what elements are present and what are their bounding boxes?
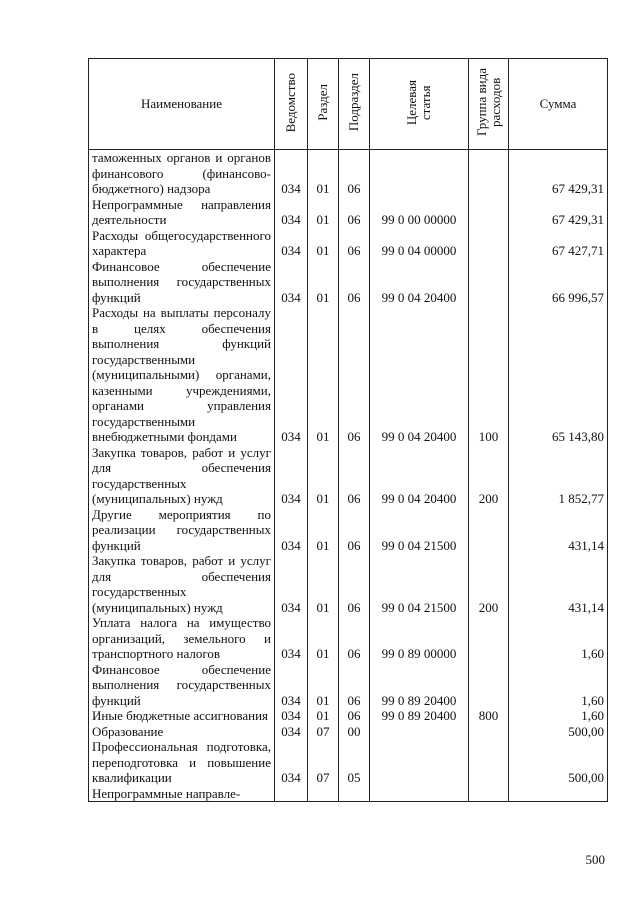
header-summa: Сумма xyxy=(509,59,608,150)
cell-podrazdel: 06 xyxy=(339,445,370,507)
table-row xyxy=(89,305,608,445)
cell-razdel: 07 xyxy=(308,724,339,740)
cell-name: Расходы на выплаты персоналу в целях обеспечения выполнения функций государственными (муниципальными) органами, казенными учреждениями, органами управления государственными внебюджетными фондами xyxy=(89,305,275,445)
cell-razdel: 01 xyxy=(308,197,339,228)
header-podrazdel xyxy=(339,59,370,150)
cell-vedomstvo: 034 xyxy=(275,662,308,709)
cell-tselevaya-statya: 99 0 00 00000 xyxy=(370,197,469,228)
cell-razdel xyxy=(308,786,339,802)
cell-summa: 500,00 xyxy=(509,739,608,786)
header-name: Наименование xyxy=(89,59,275,150)
cell-name: Финансовое обеспечение выполнения государственных функций xyxy=(89,662,275,709)
header-vedomstvo xyxy=(275,59,308,150)
cell-vedomstvo: 034 xyxy=(275,615,308,662)
cell-razdel: 01 xyxy=(308,259,339,306)
cell-name: таможенных органов и органов финансового (финансово-бюджетного) надзора xyxy=(89,150,275,197)
table-row xyxy=(89,197,608,228)
cell-tselevaya-statya xyxy=(370,786,469,802)
cell-razdel: 01 xyxy=(308,150,339,197)
table-row xyxy=(89,739,608,786)
cell-summa: 1,60 xyxy=(509,708,608,724)
cell-summa: 431,14 xyxy=(509,507,608,554)
cell-summa: 67 429,31 xyxy=(509,197,608,228)
cell-name: Образование xyxy=(89,724,275,740)
cell-summa: 1,60 xyxy=(509,615,608,662)
cell-name: Профессиональная подготовка, переподготовка и повышение квалификации xyxy=(89,739,275,786)
cell-gruppa-vida xyxy=(469,259,509,306)
cell-razdel: 01 xyxy=(308,662,339,709)
cell-podrazdel: 06 xyxy=(339,228,370,259)
cell-name: Закупка товаров, работ и услуг для обеспечения государственных (муниципальных) нужд xyxy=(89,553,275,615)
cell-tselevaya-statya: 99 0 04 20400 xyxy=(370,305,469,445)
cell-vedomstvo: 034 xyxy=(275,507,308,554)
cell-tselevaya-statya xyxy=(370,150,469,197)
table-row xyxy=(89,445,608,507)
cell-vedomstvo: 034 xyxy=(275,724,308,740)
cell-tselevaya-statya xyxy=(370,739,469,786)
header-razdel xyxy=(308,59,339,150)
header-gruppa-label: Группа вида расходов xyxy=(473,68,503,137)
cell-vedomstvo: 034 xyxy=(275,228,308,259)
header-vedomstvo-label: Ведомство xyxy=(283,72,298,132)
cell-gruppa-vida xyxy=(469,228,509,259)
table-body xyxy=(89,150,608,802)
cell-podrazdel: 06 xyxy=(339,553,370,615)
cell-razdel: 07 xyxy=(308,739,339,786)
header-tselevaya xyxy=(370,59,469,150)
cell-podrazdel: 06 xyxy=(339,507,370,554)
header-gruppa xyxy=(469,59,509,150)
cell-podrazdel: 06 xyxy=(339,150,370,197)
cell-podrazdel: 06 xyxy=(339,305,370,445)
cell-summa: 66 996,57 xyxy=(509,259,608,306)
cell-gruppa-vida xyxy=(469,615,509,662)
cell-name: Закупка товаров, работ и услуг для обеспечения государственных (муниципальных) нужд xyxy=(89,445,275,507)
cell-vedomstvo: 034 xyxy=(275,150,308,197)
cell-razdel: 01 xyxy=(308,507,339,554)
cell-podrazdel: 06 xyxy=(339,197,370,228)
cell-vedomstvo: 034 xyxy=(275,259,308,306)
header-tselevaya-label: Целевая статья xyxy=(404,79,433,125)
cell-tselevaya-statya: 99 0 04 20400 xyxy=(370,445,469,507)
cell-tselevaya-statya: 99 0 04 21500 xyxy=(370,553,469,615)
cell-gruppa-vida xyxy=(469,786,509,802)
table-row xyxy=(89,507,608,554)
cell-tselevaya-statya xyxy=(370,724,469,740)
cell-vedomstvo: 034 xyxy=(275,305,308,445)
cell-podrazdel: 06 xyxy=(339,615,370,662)
cell-razdel: 01 xyxy=(308,553,339,615)
cell-vedomstvo: 034 xyxy=(275,445,308,507)
cell-gruppa-vida: 200 xyxy=(469,553,509,615)
cell-name: Непрограммные направления деятельности xyxy=(89,197,275,228)
cell-gruppa-vida xyxy=(469,150,509,197)
table-row xyxy=(89,662,608,709)
table-row xyxy=(89,259,608,306)
table-header-row xyxy=(89,59,608,150)
cell-gruppa-vida: 200 xyxy=(469,445,509,507)
cell-summa: 1 852,77 xyxy=(509,445,608,507)
header-razdel-label: Раздел xyxy=(315,83,330,121)
cell-podrazdel: 00 xyxy=(339,724,370,740)
cell-vedomstvo: 034 xyxy=(275,708,308,724)
table-row xyxy=(89,150,608,197)
cell-summa: 67 429,31 xyxy=(509,150,608,197)
cell-podrazdel: 06 xyxy=(339,708,370,724)
cell-name: Иные бюджетные ассигнования xyxy=(89,708,275,724)
cell-gruppa-vida xyxy=(469,507,509,554)
cell-summa xyxy=(509,786,608,802)
cell-summa: 67 427,71 xyxy=(509,228,608,259)
cell-razdel: 01 xyxy=(308,305,339,445)
table-row xyxy=(89,708,608,724)
cell-gruppa-vida xyxy=(469,662,509,709)
cell-vedomstvo: 034 xyxy=(275,739,308,786)
header-podrazdel-label: Подраздел xyxy=(346,73,361,132)
cell-tselevaya-statya: 99 0 89 20400 xyxy=(370,662,469,709)
cell-summa: 431,14 xyxy=(509,553,608,615)
page-number: 500 xyxy=(585,852,605,867)
cell-tselevaya-statya: 99 0 04 20400 xyxy=(370,259,469,306)
cell-name: Финансовое обеспечение выполнения государственных функций xyxy=(89,259,275,306)
cell-summa: 65 143,80 xyxy=(509,305,608,445)
cell-vedomstvo: 034 xyxy=(275,553,308,615)
cell-vedomstvo: 034 xyxy=(275,197,308,228)
table-row xyxy=(89,553,608,615)
cell-name: Уплата налога на имущество организаций, земельного и транспортного налогов xyxy=(89,615,275,662)
cell-tselevaya-statya: 99 0 04 00000 xyxy=(370,228,469,259)
cell-name: Непрограммные направле- xyxy=(89,786,275,802)
cell-tselevaya-statya: 99 0 89 00000 xyxy=(370,615,469,662)
cell-razdel: 01 xyxy=(308,708,339,724)
table-row xyxy=(89,786,608,802)
cell-tselevaya-statya: 99 0 89 20400 xyxy=(370,708,469,724)
cell-name: Другие мероприятия по реализации государственных функций xyxy=(89,507,275,554)
cell-gruppa-vida xyxy=(469,739,509,786)
cell-razdel: 01 xyxy=(308,228,339,259)
table-row xyxy=(89,615,608,662)
cell-gruppa-vida xyxy=(469,724,509,740)
cell-summa: 500,00 xyxy=(509,724,608,740)
cell-summa: 1,60 xyxy=(509,662,608,709)
cell-tselevaya-statya: 99 0 04 21500 xyxy=(370,507,469,554)
cell-razdel: 01 xyxy=(308,615,339,662)
cell-podrazdel xyxy=(339,786,370,802)
cell-podrazdel: 06 xyxy=(339,662,370,709)
cell-gruppa-vida xyxy=(469,197,509,228)
cell-gruppa-vida: 800 xyxy=(469,708,509,724)
cell-vedomstvo xyxy=(275,786,308,802)
cell-gruppa-vida: 100 xyxy=(469,305,509,445)
cell-podrazdel: 06 xyxy=(339,259,370,306)
budget-table xyxy=(88,58,608,802)
table-row xyxy=(89,724,608,740)
table-row xyxy=(89,228,608,259)
cell-podrazdel: 05 xyxy=(339,739,370,786)
cell-razdel: 01 xyxy=(308,445,339,507)
cell-name: Расходы общегосударственного характера xyxy=(89,228,275,259)
